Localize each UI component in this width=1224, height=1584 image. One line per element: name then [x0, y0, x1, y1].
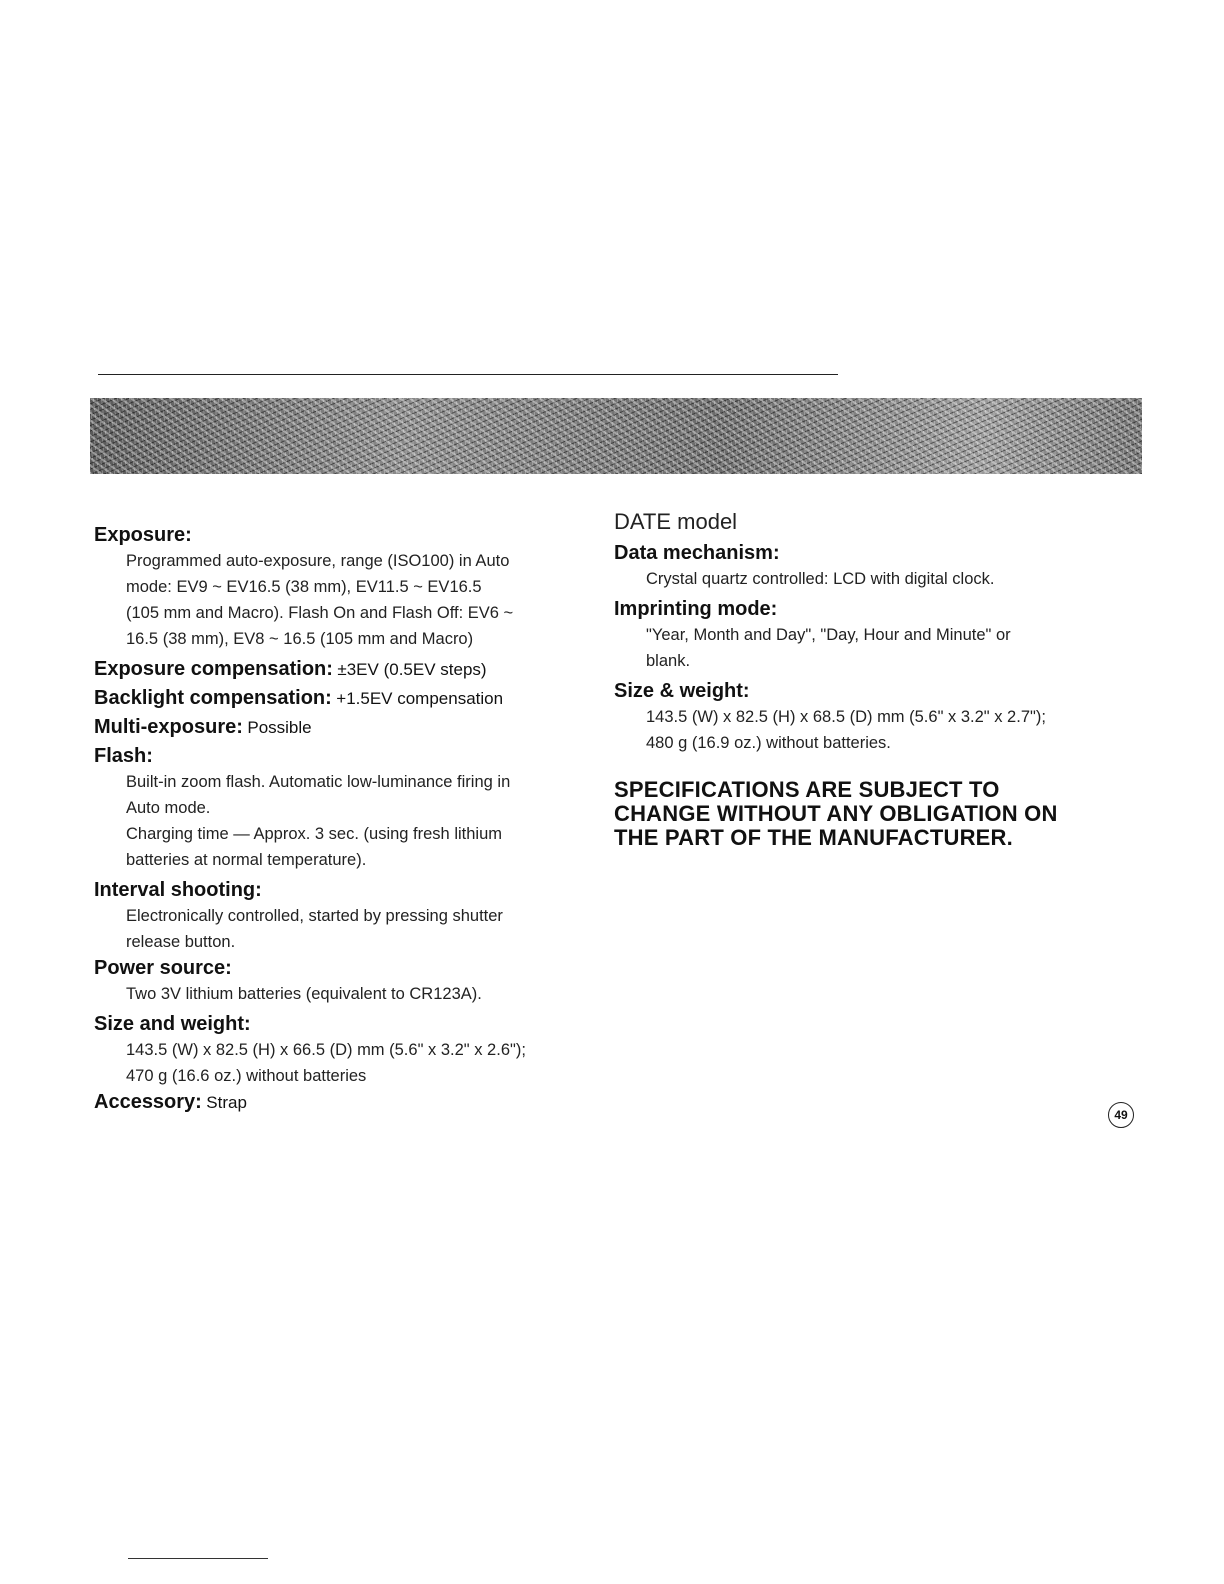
spec-line: blank. [646, 652, 691, 670]
spec-size-and-weight [94, 1011, 574, 1089]
spec-line: Auto mode. [126, 799, 211, 817]
spec-power-source [94, 955, 574, 1007]
spec-imprinting-mode [614, 596, 1094, 674]
spec-value: ±3EV (0.5EV steps) [337, 660, 487, 679]
spec-line: release button. [126, 933, 236, 951]
spec-line: "Year, Month and Day", "Day, Hour and Minute" or [646, 626, 1011, 644]
spec-value: +1.5EV compensation [336, 689, 504, 708]
top-rule [98, 374, 838, 375]
spec-column-left [94, 522, 574, 1118]
spec-backlight-compensation [94, 685, 574, 714]
spec-column-right [614, 508, 1094, 850]
spec-label: Backlight compensation: [94, 687, 332, 709]
spec-line: 16.5 (38 mm), EV8 ~ 16.5 (105 mm and Macro) [126, 630, 474, 648]
spec-line: Electronically controlled, started by pressing shutter [126, 907, 503, 925]
spec-label: Accessory: [94, 1091, 202, 1113]
spec-exposure-compensation [94, 656, 574, 685]
spec-line: 480 g (16.9 oz.) without batteries. [646, 734, 891, 752]
page-number: 49 [1108, 1102, 1134, 1128]
spec-line: Crystal quartz controlled: LCD with digital clock. [646, 570, 995, 588]
spec-exposure [94, 522, 574, 652]
spec-label: Power source: [94, 957, 232, 979]
spec-data-mechanism [614, 540, 1094, 592]
spec-label: Size and weight: [94, 1013, 251, 1035]
spec-value: Strap [206, 1093, 247, 1112]
spec-label: Multi-exposure: [94, 716, 243, 738]
spec-line: Charging time — Approx. 3 sec. (using fresh lithium [126, 825, 502, 843]
header-band [90, 398, 1142, 474]
spec-label: Flash: [94, 745, 153, 767]
spec-flash [94, 743, 574, 873]
spec-line: Built-in zoom flash. Automatic low-luminance firing in [126, 773, 511, 791]
specifications-notice: SPECIFICATIONS ARE SUBJECT TO CHANGE WITHOUT ANY OBLIGATION ON THE PART OF THE MANUFACTURER. [614, 777, 1058, 850]
date-model-title: DATE model [614, 509, 738, 534]
spec-label: Exposure compensation: [94, 658, 333, 680]
spec-line: mode: EV9 ~ EV16.5 (38 mm), EV11.5 ~ EV16.5 [126, 578, 482, 596]
spec-label: Imprinting mode: [614, 598, 778, 620]
spec-line: batteries at normal temperature). [126, 851, 367, 869]
spec-label: Exposure: [94, 524, 192, 546]
spec-multi-exposure [94, 714, 574, 743]
spec-label: Interval shooting: [94, 879, 262, 901]
spec-line: 143.5 (W) x 82.5 (H) x 68.5 (D) mm (5.6" x 3.2" x 2.7"); [646, 708, 1046, 726]
spec-line: Programmed auto-exposure, range (ISO100) in Auto [126, 552, 510, 570]
spec-line: Two 3V lithium batteries (equivalent to CR123A). [126, 985, 482, 1003]
spec-accessory [94, 1089, 574, 1118]
spec-label: Size & weight: [614, 680, 750, 702]
spec-line: 470 g (16.6 oz.) without batteries [126, 1067, 367, 1085]
spec-line: (105 mm and Macro). Flash On and Flash Off: EV6 ~ [126, 604, 514, 622]
spec-value: Possible [247, 718, 312, 737]
spec-size-weight-date [614, 678, 1094, 756]
spec-line: 143.5 (W) x 82.5 (H) x 66.5 (D) mm (5.6" x 3.2" x 2.6"); [126, 1041, 526, 1059]
spec-label: Data mechanism: [614, 542, 780, 564]
spec-interval-shooting [94, 877, 574, 955]
bottom-rule [128, 1558, 268, 1559]
